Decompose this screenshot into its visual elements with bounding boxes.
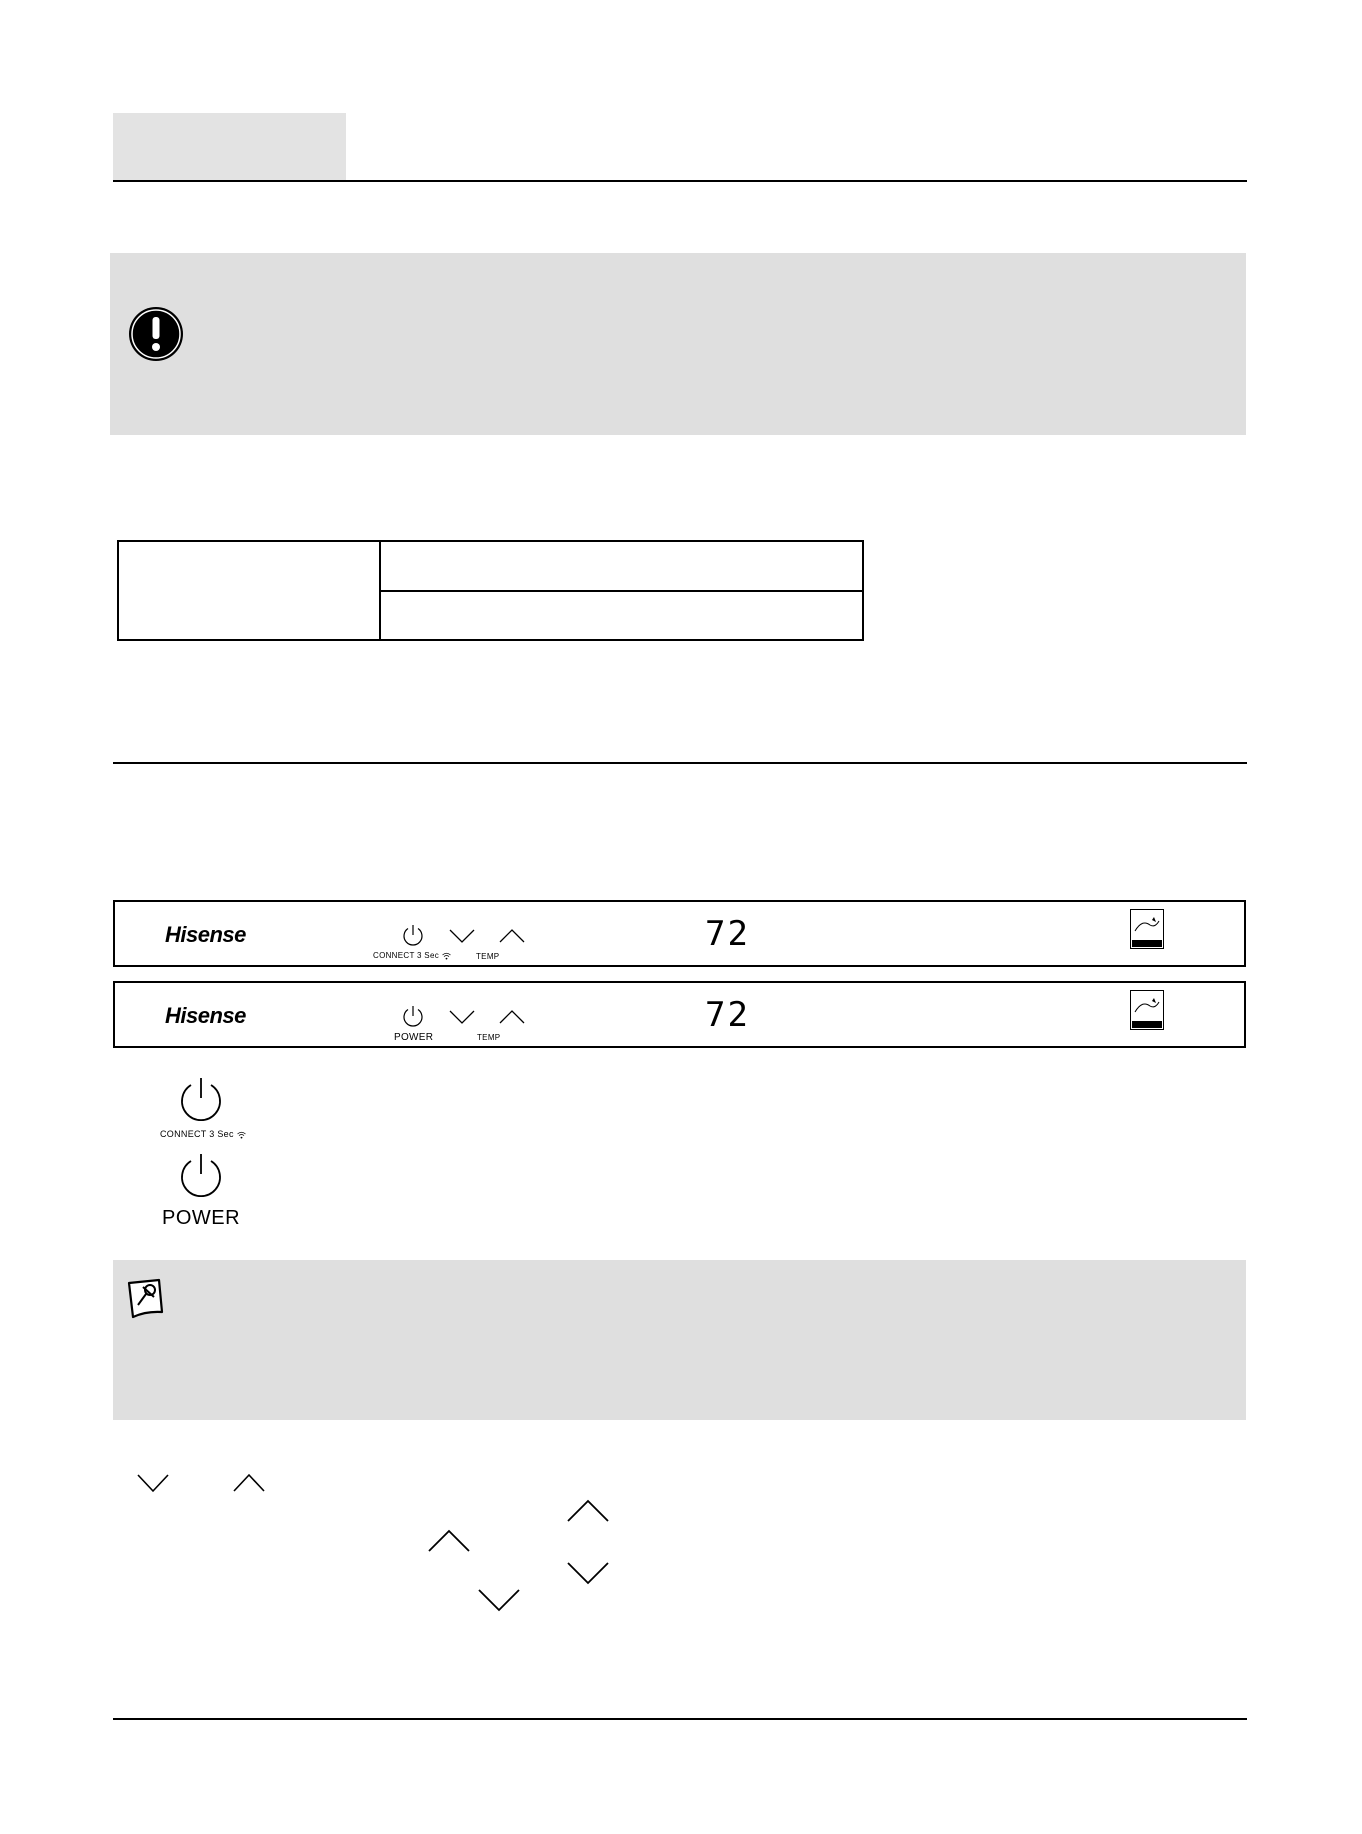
brand-logo: Hisense: [165, 1003, 246, 1028]
power-icon[interactable]: [401, 923, 425, 947]
chevron-up-icon[interactable]: [499, 929, 525, 943]
chevron-down-icon: [567, 1562, 609, 1584]
section-rule: [113, 762, 1247, 764]
chevron-up-icon[interactable]: [499, 1010, 525, 1024]
chevron-down-icon: [137, 1474, 169, 1492]
chevron-down-icon[interactable]: [449, 929, 475, 943]
chevron-down-icon[interactable]: [449, 1010, 475, 1024]
power-icon: [178, 1075, 224, 1121]
section-tab: [113, 113, 346, 180]
wifi-icon: [442, 952, 451, 960]
temp-label: TEMP: [476, 952, 500, 961]
power-icon: [178, 1151, 224, 1197]
warning-icon: [127, 305, 185, 363]
connect-legend-label: CONNECT 3 Sec: [160, 1129, 246, 1139]
temperature-display: 72: [705, 914, 750, 954]
chevron-up-icon: [233, 1474, 265, 1492]
wifi-icon: [237, 1131, 246, 1139]
temperature-display: 72: [705, 995, 750, 1035]
chevron-down-icon: [478, 1589, 520, 1611]
power-legend-label: POWER: [162, 1207, 241, 1229]
temp-label: TEMP: [477, 1033, 501, 1042]
power-icon[interactable]: [401, 1004, 425, 1028]
energy-star-icon: [1130, 909, 1164, 949]
control-panel-standard: [113, 981, 1246, 1048]
control-panel-wifi: [113, 900, 1246, 967]
chevron-up-icon: [567, 1500, 609, 1522]
footer-rule: [113, 1718, 1247, 1720]
table-row-divider: [379, 590, 862, 592]
spec-table: [117, 540, 864, 641]
header-rule: [113, 180, 1247, 182]
connect-label: CONNECT 3 Sec: [373, 951, 451, 960]
energy-star-icon: [1130, 990, 1164, 1030]
brand-logo: Hisense: [165, 922, 246, 947]
chevron-up-icon: [428, 1530, 470, 1552]
note-callout: [113, 1260, 1246, 1420]
power-label: POWER: [394, 1032, 434, 1043]
note-pin-icon: [126, 1277, 168, 1321]
warning-callout: [110, 253, 1246, 435]
